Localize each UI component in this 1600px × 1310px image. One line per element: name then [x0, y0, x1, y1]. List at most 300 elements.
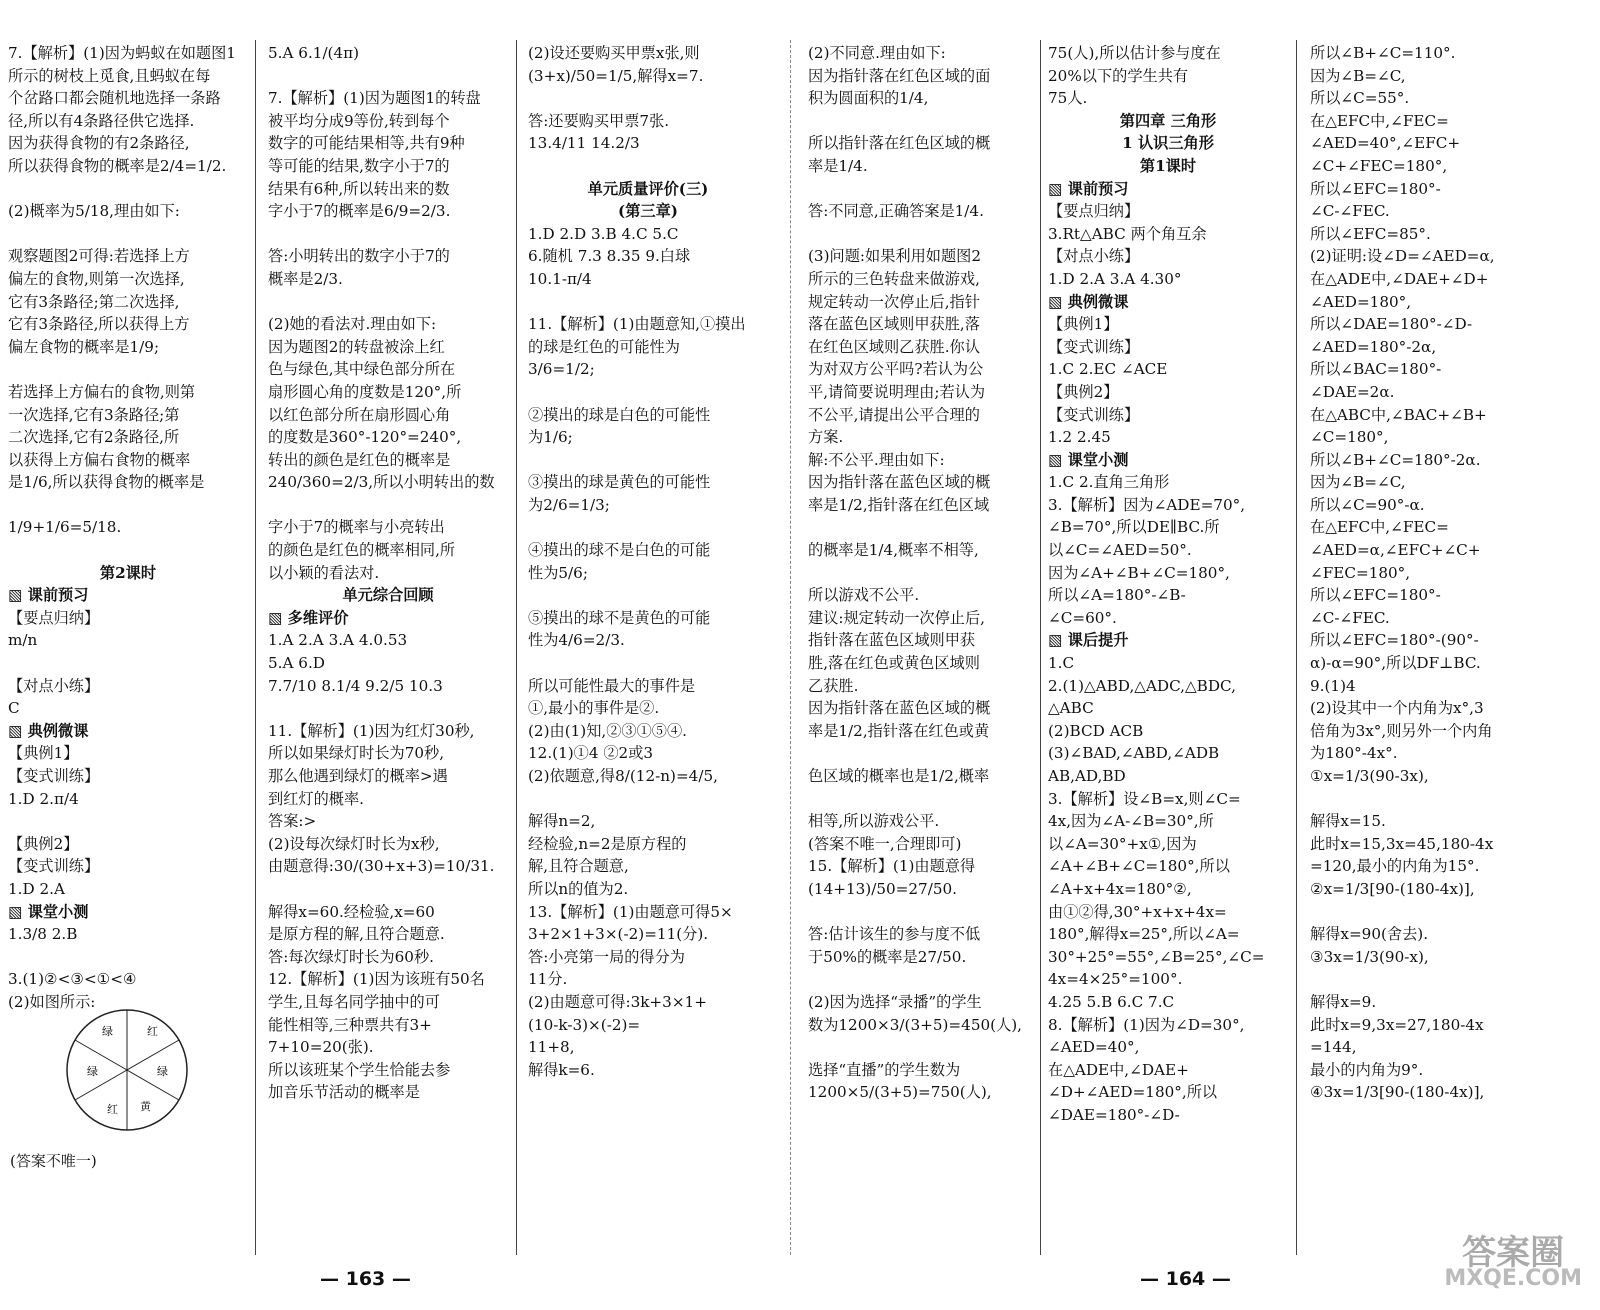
- text-line: 所以指针落在红色区域的概: [808, 134, 991, 153]
- text-line: ∠AED=α,∠EFC+∠C+: [1310, 541, 1481, 560]
- pie-label: 黄: [140, 1100, 151, 1113]
- text-line: 方案.: [808, 428, 844, 447]
- text-line: 为2/6=1/3;: [528, 495, 610, 514]
- text-line: 所以该班某个学生恰能去参: [268, 1060, 451, 1079]
- text-line: 1.3/8 2.B: [8, 925, 78, 944]
- text-line: 所以∠A=180°-∠B-: [1048, 586, 1186, 605]
- text-line: 【对点小练】: [1048, 247, 1140, 266]
- text-line: 第四章 三角形: [1119, 111, 1217, 130]
- text-line: 所以游戏不公平.: [808, 586, 920, 605]
- column-divider: [790, 40, 791, 1255]
- text-line: 因为获得食物的有2条路径,: [8, 134, 190, 153]
- text-line: 经检验,n=2是原方程的: [528, 834, 687, 853]
- text-line: 落在蓝色区域则甲获胜,落: [808, 315, 980, 334]
- text-line: 是原方程的解,且符合题意.: [268, 925, 445, 944]
- text-line: 乙获胜.: [808, 676, 859, 695]
- column-3: [528, 42, 768, 1252]
- text-line: 为1/6;: [528, 428, 573, 447]
- text-line: ∠C-∠FEC.: [1310, 608, 1390, 627]
- text-line: 个岔路口都会随机地选择一条路: [8, 89, 221, 108]
- text-line: (2)BCD ACB: [1048, 721, 1144, 740]
- text-line: 答案:>: [268, 812, 317, 831]
- text-line: 5.A 6.D: [268, 654, 325, 673]
- text-line: 的球是红色的可能性为: [528, 337, 680, 356]
- text-line: [268, 223, 508, 246]
- text-line: [528, 291, 768, 314]
- text-line: 所示的树枝上觅食,且蚂蚁在每: [8, 66, 211, 85]
- text-line: ∠A+x+4x=180°②,: [1048, 879, 1192, 898]
- column-2: [268, 42, 508, 1252]
- text-line: 率是1/4.: [808, 156, 868, 175]
- text-line: (2)不同意.理由如下:: [808, 44, 946, 62]
- text-line: [808, 742, 1030, 765]
- text-line: 7.7/10 8.1/4 9.2/5 10.3: [268, 676, 443, 695]
- text-line: ②摸出的球是白色的可能性: [528, 405, 711, 424]
- text-line: 所以∠EFC=180°-: [1310, 586, 1441, 605]
- text-line: 性为4/6=2/3.: [528, 631, 625, 650]
- text-line: 1/9+1/6=5/18.: [8, 518, 122, 537]
- text-line: ▧ 多维评价: [268, 608, 349, 627]
- text-line: 所以∠B+∠C=110°.: [1310, 44, 1456, 62]
- text-line: 1.D 2.π/4: [8, 789, 79, 808]
- text-line: 相等,所以游戏公平.: [808, 812, 940, 831]
- watermark-logo: [1444, 1233, 1582, 1292]
- text-line: 1 认识三角形: [1122, 134, 1214, 153]
- text-line: 10.1-π/4: [528, 269, 592, 288]
- text-line: 240/360=2/3,所以小明转出的数: [268, 473, 495, 492]
- text-line: 倍角为3x°,则另外一个内角: [1310, 721, 1493, 740]
- pie-label: 绿: [87, 1065, 98, 1078]
- text-line: 1.C 2.直角三角形: [1048, 473, 1170, 492]
- text-line: ∠AED=180°,: [1310, 292, 1412, 311]
- text-line: [528, 652, 768, 675]
- text-line: 此时x=9,3x=27,180-4x: [1310, 1015, 1484, 1034]
- text-line: 13.4/11 14.2/3: [528, 134, 640, 153]
- text-line: 在△ADE中,∠DAE+: [1048, 1060, 1189, 1079]
- text-line: 以获得上方偏右食物的概率: [8, 450, 191, 469]
- text-line: (答案不唯一,合理即可): [808, 834, 962, 853]
- text-line: ∠AED=40°,: [1048, 1038, 1140, 1057]
- text-line: 3.【解析】因为∠ADE=70°,: [1048, 495, 1246, 514]
- text-line: 答:小明转出的数字小于7的: [268, 247, 450, 266]
- text-line: 不公平,请提出公平合理的: [808, 405, 980, 424]
- text-line: [8, 178, 248, 201]
- text-line: [268, 878, 508, 901]
- text-line: [528, 788, 768, 811]
- text-line: ▧ 课堂小测: [8, 902, 89, 921]
- text-line: (14+13)/50=27/50.: [808, 879, 957, 898]
- text-line: [808, 223, 1030, 246]
- text-line: 规定转动一次停止后,指针: [808, 292, 980, 311]
- text-line: 指针落在蓝色区域则甲获: [808, 631, 976, 650]
- text-line: 4x,因为∠A-∠B=30°,所: [1048, 812, 1214, 831]
- text-line: 转出的颜色是红色的概率是: [268, 450, 451, 469]
- text-line: 此时x=15,3x=45,180-4x: [1310, 834, 1494, 853]
- text-line: (2)她的看法对.理由如下:: [268, 315, 437, 334]
- text-line: 所以∠B+∠C=180°-2α.: [1310, 450, 1481, 469]
- text-line: 7.【解析】(1)因为蚂蚁在如题图1: [8, 44, 236, 62]
- text-line: ▧ 课前预习: [8, 586, 89, 605]
- text-line: [808, 788, 1030, 811]
- text-line: 最小的内角为9°.: [1310, 1060, 1424, 1079]
- pie-label: 绿: [102, 1025, 113, 1038]
- text-line: 解得x=60.经检验,x=60: [268, 902, 435, 921]
- text-line: ∠DAE=180°-∠D-: [1048, 1105, 1180, 1124]
- text-line: 是1/6,所以获得食物的概率是: [8, 473, 205, 492]
- text-line: 答:不同意,正确答案是1/4.: [808, 202, 984, 221]
- text-line: [1310, 968, 1560, 991]
- text-line: 解得x=9.: [1310, 992, 1377, 1011]
- column-4: [808, 42, 1030, 1252]
- text-line: 11+8,: [528, 1038, 575, 1057]
- watermark-url: MXQE.COM: [1444, 1266, 1582, 1291]
- text-line: 因为∠A+∠B+∠C=180°,: [1048, 563, 1230, 582]
- text-line: ∠A+∠B+∠C=180°,所以: [1048, 857, 1230, 876]
- text-line: 【变式训练】: [8, 767, 100, 785]
- text-line: (2)设还要购买甲票x张,则: [528, 44, 700, 62]
- text-line: 4.25 5.B 6.C 7.C: [1048, 992, 1175, 1011]
- text-line: [8, 946, 248, 969]
- text-line: [528, 87, 768, 110]
- text-line: 等可能的结果,数字小于7的: [268, 156, 450, 175]
- column-divider: [255, 40, 256, 1255]
- text-line: 为180°-4x°.: [1310, 744, 1398, 763]
- text-line: △ABC: [1048, 699, 1094, 718]
- text-line: 它有3条路径,所以获得上方: [8, 315, 190, 334]
- text-line: 所以∠DAE=180°-∠D-: [1310, 315, 1473, 334]
- text-line: 色区域的概率也是1/2,概率: [808, 767, 990, 785]
- text-line: 能性相等,三种票共有3+: [268, 1015, 432, 1034]
- text-line: 性为5/6;: [528, 563, 588, 582]
- text-line: ∠AED=180°-2α,: [1310, 337, 1437, 356]
- text-line: 在△ADE中,∠DAE+∠D+: [1310, 269, 1489, 288]
- text-line: 11分.: [528, 970, 568, 989]
- text-line: ∠D+∠AED=180°,所以: [1048, 1083, 1218, 1102]
- text-line: [268, 494, 508, 517]
- text-line: 【对点小练】: [8, 676, 100, 695]
- text-line: 所示的三色转盘来做游戏,: [808, 269, 980, 288]
- text-line: 以红色部分所在扇形圆心角: [268, 405, 451, 424]
- text-line: 180°,解得x=25°,所以∠A=: [1048, 925, 1240, 944]
- text-line: 答:估计该生的参与度不低: [808, 925, 981, 944]
- text-line: ③3x=1/3(90-x),: [1310, 947, 1429, 966]
- text-line: 色与绿色,其中绿色部分所在: [268, 360, 456, 379]
- text-line: 一次选择,它有3条路径;第: [8, 405, 180, 424]
- text-line: 【典例2】: [1048, 382, 1119, 401]
- text-line: ∠C=60°.: [1048, 608, 1117, 627]
- text-line: ▧ 典例微课: [8, 721, 89, 740]
- text-line: 【要点归纳】: [8, 608, 100, 627]
- text-line: 学生,且每名同学抽中的可: [268, 992, 440, 1011]
- text-line: (10-k-3)×(-2)=: [528, 1015, 641, 1034]
- text-line: 的颜色是红色的概率相同,所: [268, 541, 456, 560]
- text-line: 解得x=90(舍去).: [1310, 925, 1429, 944]
- pie-label: 绿: [157, 1065, 168, 1078]
- column-divider: [1040, 40, 1041, 1255]
- text-line: 若选择上方偏右的食物,则第: [8, 382, 196, 401]
- text-line: =144,: [1310, 1038, 1357, 1057]
- text-line: (2)由题意可得:3k+3×1+: [528, 992, 707, 1011]
- text-line: ∠AED=40°,∠EFC+: [1310, 134, 1461, 153]
- text-line: ∠C=180°,: [1310, 428, 1389, 447]
- text-line: [528, 155, 768, 178]
- text-line: ▧ 课后提升: [1048, 631, 1129, 650]
- text-line: ④摸出的球不是白色的可能: [528, 541, 711, 560]
- text-line: 1.2 2.45: [1048, 428, 1111, 447]
- text-line: 胜,落在红色或黄色区域则: [808, 654, 980, 673]
- text-line: ▧ 课前预习: [1048, 179, 1129, 198]
- text-line: (2)因为选择“录播”的学生: [808, 992, 982, 1011]
- text-line: [1310, 901, 1560, 924]
- text-line: (2)概率为5/18,理由如下:: [8, 202, 180, 221]
- page-number-right: — 164 —: [1140, 1268, 1231, 1290]
- pie-note: (答案不唯一): [10, 1152, 97, 1170]
- text-line: 在△ABC中,∠BAC+∠B+: [1310, 405, 1487, 424]
- text-line: 15.【解析】(1)由题意得: [808, 857, 976, 876]
- text-line: 结果有6种,所以转出来的数: [268, 179, 450, 198]
- text-line: 1.A 2.A 3.A 4.0.53: [268, 631, 408, 650]
- text-line: =120,最小的内角为15°.: [1310, 857, 1480, 876]
- text-line: 【典例2】: [8, 834, 79, 853]
- text-line: [1310, 788, 1560, 811]
- text-line: 20%以下的学生共有: [1048, 66, 1189, 85]
- text-line: 因为∠B=∠C,: [1310, 66, 1406, 85]
- text-line: [808, 110, 1030, 133]
- text-line: 以∠A=30°+x①,因为: [1048, 834, 1197, 853]
- text-line: ∠B=70°,所以DE∥BC.所: [1048, 518, 1220, 537]
- text-line: 偏左的食物,则第一次选择,: [8, 269, 185, 288]
- text-line: 率是1/2,指针落在红色区域: [808, 495, 990, 514]
- text-line: 到红灯的概率.: [268, 789, 364, 808]
- text-line: (第三章): [618, 202, 678, 221]
- text-line: 的概率是1/4,概率不相等,: [808, 541, 979, 560]
- text-line: 所以∠EFC=85°.: [1310, 224, 1431, 243]
- text-line: [8, 494, 248, 517]
- text-line: 的度数是360°-120°=240°,: [268, 428, 462, 447]
- text-line: 【变式训练】: [1048, 337, 1140, 356]
- text-line: 【变式训练】: [8, 857, 100, 876]
- text-line: [8, 358, 248, 381]
- text-line: 因为指针落在蓝色区域的概: [808, 473, 991, 492]
- text-line: 所以获得食物的概率是2/4=1/2.: [8, 156, 227, 175]
- text-line: AB,AD,BD: [1048, 767, 1126, 785]
- text-line: 7.【解析】(1)因为题图1的转盘: [268, 89, 481, 108]
- text-line: 【典例1】: [8, 744, 79, 763]
- text-line: 3+2×1+3×(-2)=11(分).: [528, 925, 709, 944]
- text-line: (2)证明:设∠D=∠AED=α,: [1310, 247, 1495, 266]
- text-line: 数字的可能结果相等,共有9种: [268, 134, 465, 153]
- text-line: 偏左食物的概率是1/9;: [8, 337, 160, 356]
- text-line: (3+x)/50=1/5,解得x=7.: [528, 66, 704, 85]
- text-line: 8.【解析】(1)因为∠D=30°,: [1048, 1015, 1245, 1034]
- text-line: ∠C+∠FEC=180°,: [1310, 156, 1448, 175]
- text-line: 所以可能性最大的事件是: [528, 676, 696, 695]
- text-line: 被平均分成9等份,转到每个: [268, 111, 450, 130]
- column-5: [1048, 42, 1288, 1252]
- text-line: [268, 697, 508, 720]
- text-line: 1.C 2.EC ∠ACE: [1048, 360, 1168, 379]
- text-line: 解得n=2,: [528, 812, 596, 831]
- text-line: 3.Rt△ABC 两个角互余: [1048, 224, 1207, 243]
- text-line: 数为1200×3/(3+5)=450(人),: [808, 1015, 1023, 1034]
- text-line: (3)问题:如果利用如题图2: [808, 247, 981, 266]
- pie-diagram: [62, 1005, 192, 1135]
- text-line: ③摸出的球是黄色的可能性: [528, 473, 711, 492]
- text-line: 解:不公平.理由如下:: [808, 450, 945, 469]
- text-line: 积为圆面积的1/4,: [808, 89, 929, 108]
- text-line: 所以如果绿灯时长为70秒,: [268, 744, 445, 763]
- text-line: 1.C: [1048, 654, 1075, 673]
- watermark-title: 答案圈: [1462, 1233, 1565, 1273]
- text-line: [808, 968, 1030, 991]
- text-line: 率是1/2,指针落在红色或黄: [808, 721, 990, 740]
- text-line: ④3x=1/3[90-(180-4x)],: [1310, 1083, 1485, 1102]
- text-line: 它有3条路径;第二次选择,: [8, 292, 180, 311]
- text-line: 选择“直播”的学生数为: [808, 1060, 961, 1079]
- text-line: 所以∠BAC=180°-: [1310, 360, 1442, 379]
- pie-label: 红: [147, 1025, 158, 1038]
- text-line: 9.(1)4: [1310, 676, 1356, 695]
- text-line: 2.(1)△ABD,△ADC,△BDC,: [1048, 676, 1236, 695]
- text-line: 5.A 6.1/(4π): [268, 44, 360, 62]
- text-line: 解得x=15.: [1310, 812, 1386, 831]
- text-line: 11.【解析】(1)因为红灯30秒,: [268, 721, 475, 740]
- text-line: 加音乐节活动的概率是: [268, 1083, 420, 1102]
- text-line: 所以∠C=90°-α.: [1310, 495, 1425, 514]
- text-line: m/n: [8, 631, 38, 650]
- text-line: 扇形圆心角的度数是120°,所: [268, 382, 462, 401]
- text-line: α)-α=90°,所以DF⊥BC.: [1310, 654, 1481, 673]
- text-line: [808, 516, 1030, 539]
- text-line: [268, 65, 508, 88]
- text-line: ⑤摸出的球不是黄色的可能: [528, 608, 711, 627]
- text-line: ∠FEC=180°,: [1310, 563, 1411, 582]
- text-line: (2)如图所示:: [8, 992, 96, 1011]
- text-line: 【典例1】: [1048, 315, 1119, 334]
- text-line: [528, 449, 768, 472]
- text-line: 1200×5/(3+5)=750(人),: [808, 1083, 992, 1102]
- text-line: 30°+25°=55°,∠B=25°,∠C=: [1048, 947, 1265, 966]
- text-line: 【要点归纳】: [1048, 202, 1140, 221]
- text-line: 在△EFC中,∠FEC=: [1310, 111, 1449, 130]
- text-line: 3.(1)②<③<①<④: [8, 970, 137, 989]
- text-line: 建议:规定转动一次停止后,: [808, 608, 986, 627]
- text-line: 概率是2/3.: [268, 269, 343, 288]
- text-line: 7+10=20(张).: [268, 1038, 374, 1057]
- pie-label: 红: [107, 1103, 118, 1116]
- text-line: 二次选择,它有2条路径,所: [8, 428, 180, 447]
- text-line: 因为指针落在蓝色区域的概: [808, 699, 991, 718]
- text-line: 以∠C=∠AED=50°.: [1048, 541, 1192, 560]
- column-divider: [516, 40, 517, 1255]
- text-line: 字小于7的概率是6/9=2/3.: [268, 202, 451, 221]
- text-line: 75(人),所以估计参与度在: [1048, 44, 1221, 62]
- text-line: 在△EFC中,∠FEC=: [1310, 518, 1449, 537]
- text-line: 字小于7的概率与小亮转出: [268, 518, 445, 537]
- text-line: [8, 539, 248, 562]
- text-line: [528, 584, 768, 607]
- text-line: 因为∠B=∠C,: [1310, 473, 1406, 492]
- text-line: 12.【解析】(1)因为该班有50名: [268, 970, 485, 989]
- text-line: 11.【解析】(1)由题意知,①摸出: [528, 315, 746, 334]
- text-line: 单元质量评价(三): [587, 179, 709, 198]
- text-line: 所以∠C=55°.: [1310, 89, 1410, 108]
- text-line: ▧ 课堂小测: [1048, 450, 1129, 469]
- text-line: C: [8, 699, 20, 718]
- text-line: [8, 223, 248, 246]
- text-line: [528, 516, 768, 539]
- text-line: 平,请简要说明理由;若认为: [808, 382, 986, 401]
- text-line: [808, 178, 1030, 201]
- text-line: 所以∠EFC=180°-(90°-: [1310, 631, 1479, 650]
- text-line: 于50%的概率是27/50.: [808, 947, 967, 966]
- text-line: 1.D 2.A: [8, 879, 65, 898]
- text-line: [808, 562, 1030, 585]
- text-line: 答:每次绿灯时长为60秒.: [268, 947, 434, 966]
- text-line: 3/6=1/2;: [528, 360, 595, 379]
- text-line: 单元综合回顾: [342, 586, 434, 605]
- text-line: 3.【解析】设∠B=x,则∠C=: [1048, 789, 1241, 808]
- text-line: 12.(1)①4 ②2或3: [528, 744, 654, 763]
- text-line: [268, 291, 508, 314]
- text-line: 所以n的值为2.: [528, 879, 629, 898]
- text-line: (3)∠BAD,∠ABD,∠ADB: [1048, 744, 1220, 763]
- text-line: 观察题图2可得:若选择上方: [8, 247, 190, 266]
- text-line: 答:小亮第一局的得分为: [528, 947, 685, 966]
- text-line: 由题意得:30/(30+x+3)=10/31.: [268, 857, 495, 876]
- text-line: 解,且符合题意,: [528, 857, 629, 876]
- text-line: 第2课时: [99, 563, 157, 582]
- text-line: [528, 381, 768, 404]
- text-line: 为对双方公平吗?若认为公: [808, 360, 984, 379]
- text-line: ①x=1/3(90-3x),: [1310, 767, 1429, 785]
- text-line: ∠DAE=2α.: [1310, 382, 1395, 401]
- text-line: 75人.: [1048, 89, 1088, 108]
- text-line: [808, 1036, 1030, 1059]
- column-6: [1310, 42, 1560, 1252]
- text-line: 以小颖的看法对.: [268, 563, 380, 582]
- text-line: 4x=4×25°=100°.: [1048, 970, 1183, 989]
- text-line: 径,所以有4条路径供它选择.: [8, 111, 195, 130]
- text-line: 因为题图2的转盘被涂上红: [268, 337, 445, 356]
- page-number-left: — 163 —: [320, 1268, 411, 1290]
- text-line: 解得k=6.: [528, 1060, 595, 1079]
- text-line: 【变式训练】: [1048, 405, 1140, 424]
- text-line: 那么他遇到绿灯的概率>遇: [268, 767, 448, 785]
- text-line: ▧ 典例微课: [1048, 292, 1129, 311]
- text-line: 因为指针落在红色区域的面: [808, 66, 991, 85]
- text-line: 第1课时: [1139, 156, 1197, 175]
- text-line: 在红色区域则乙获胜.你认: [808, 337, 980, 356]
- text-line: (2)由(1)知,②③①⑤④.: [528, 721, 687, 740]
- text-line: (2)设其中一个内角为x°,3: [1310, 699, 1484, 718]
- text-line: ②x=1/3[90-(180-4x)],: [1310, 879, 1475, 898]
- text-line: [8, 810, 248, 833]
- text-line: 答:还要购买甲票7张.: [528, 111, 670, 130]
- column-divider: [1296, 40, 1297, 1255]
- text-line: 由①②得,30°+x+x+4x=: [1048, 902, 1227, 921]
- text-line: 1.D 2.D 3.B 4.C 5.C: [528, 224, 679, 243]
- text-line: ①,最小的事件是②.: [528, 699, 660, 718]
- text-line: 1.D 2.A 3.A 4.30°: [1048, 269, 1182, 288]
- text-line: 6.随机 7.3 8.35 9.白球: [528, 247, 691, 266]
- text-line: 所以∠EFC=180°-: [1310, 179, 1441, 198]
- text-line: ∠C-∠FEC.: [1310, 202, 1390, 221]
- text-line: 13.【解析】(1)由题意可得5×: [528, 902, 733, 921]
- text-line: [808, 901, 1030, 924]
- text-line: (2)设每次绿灯时长为x秒,: [268, 834, 440, 853]
- text-line: [8, 652, 248, 675]
